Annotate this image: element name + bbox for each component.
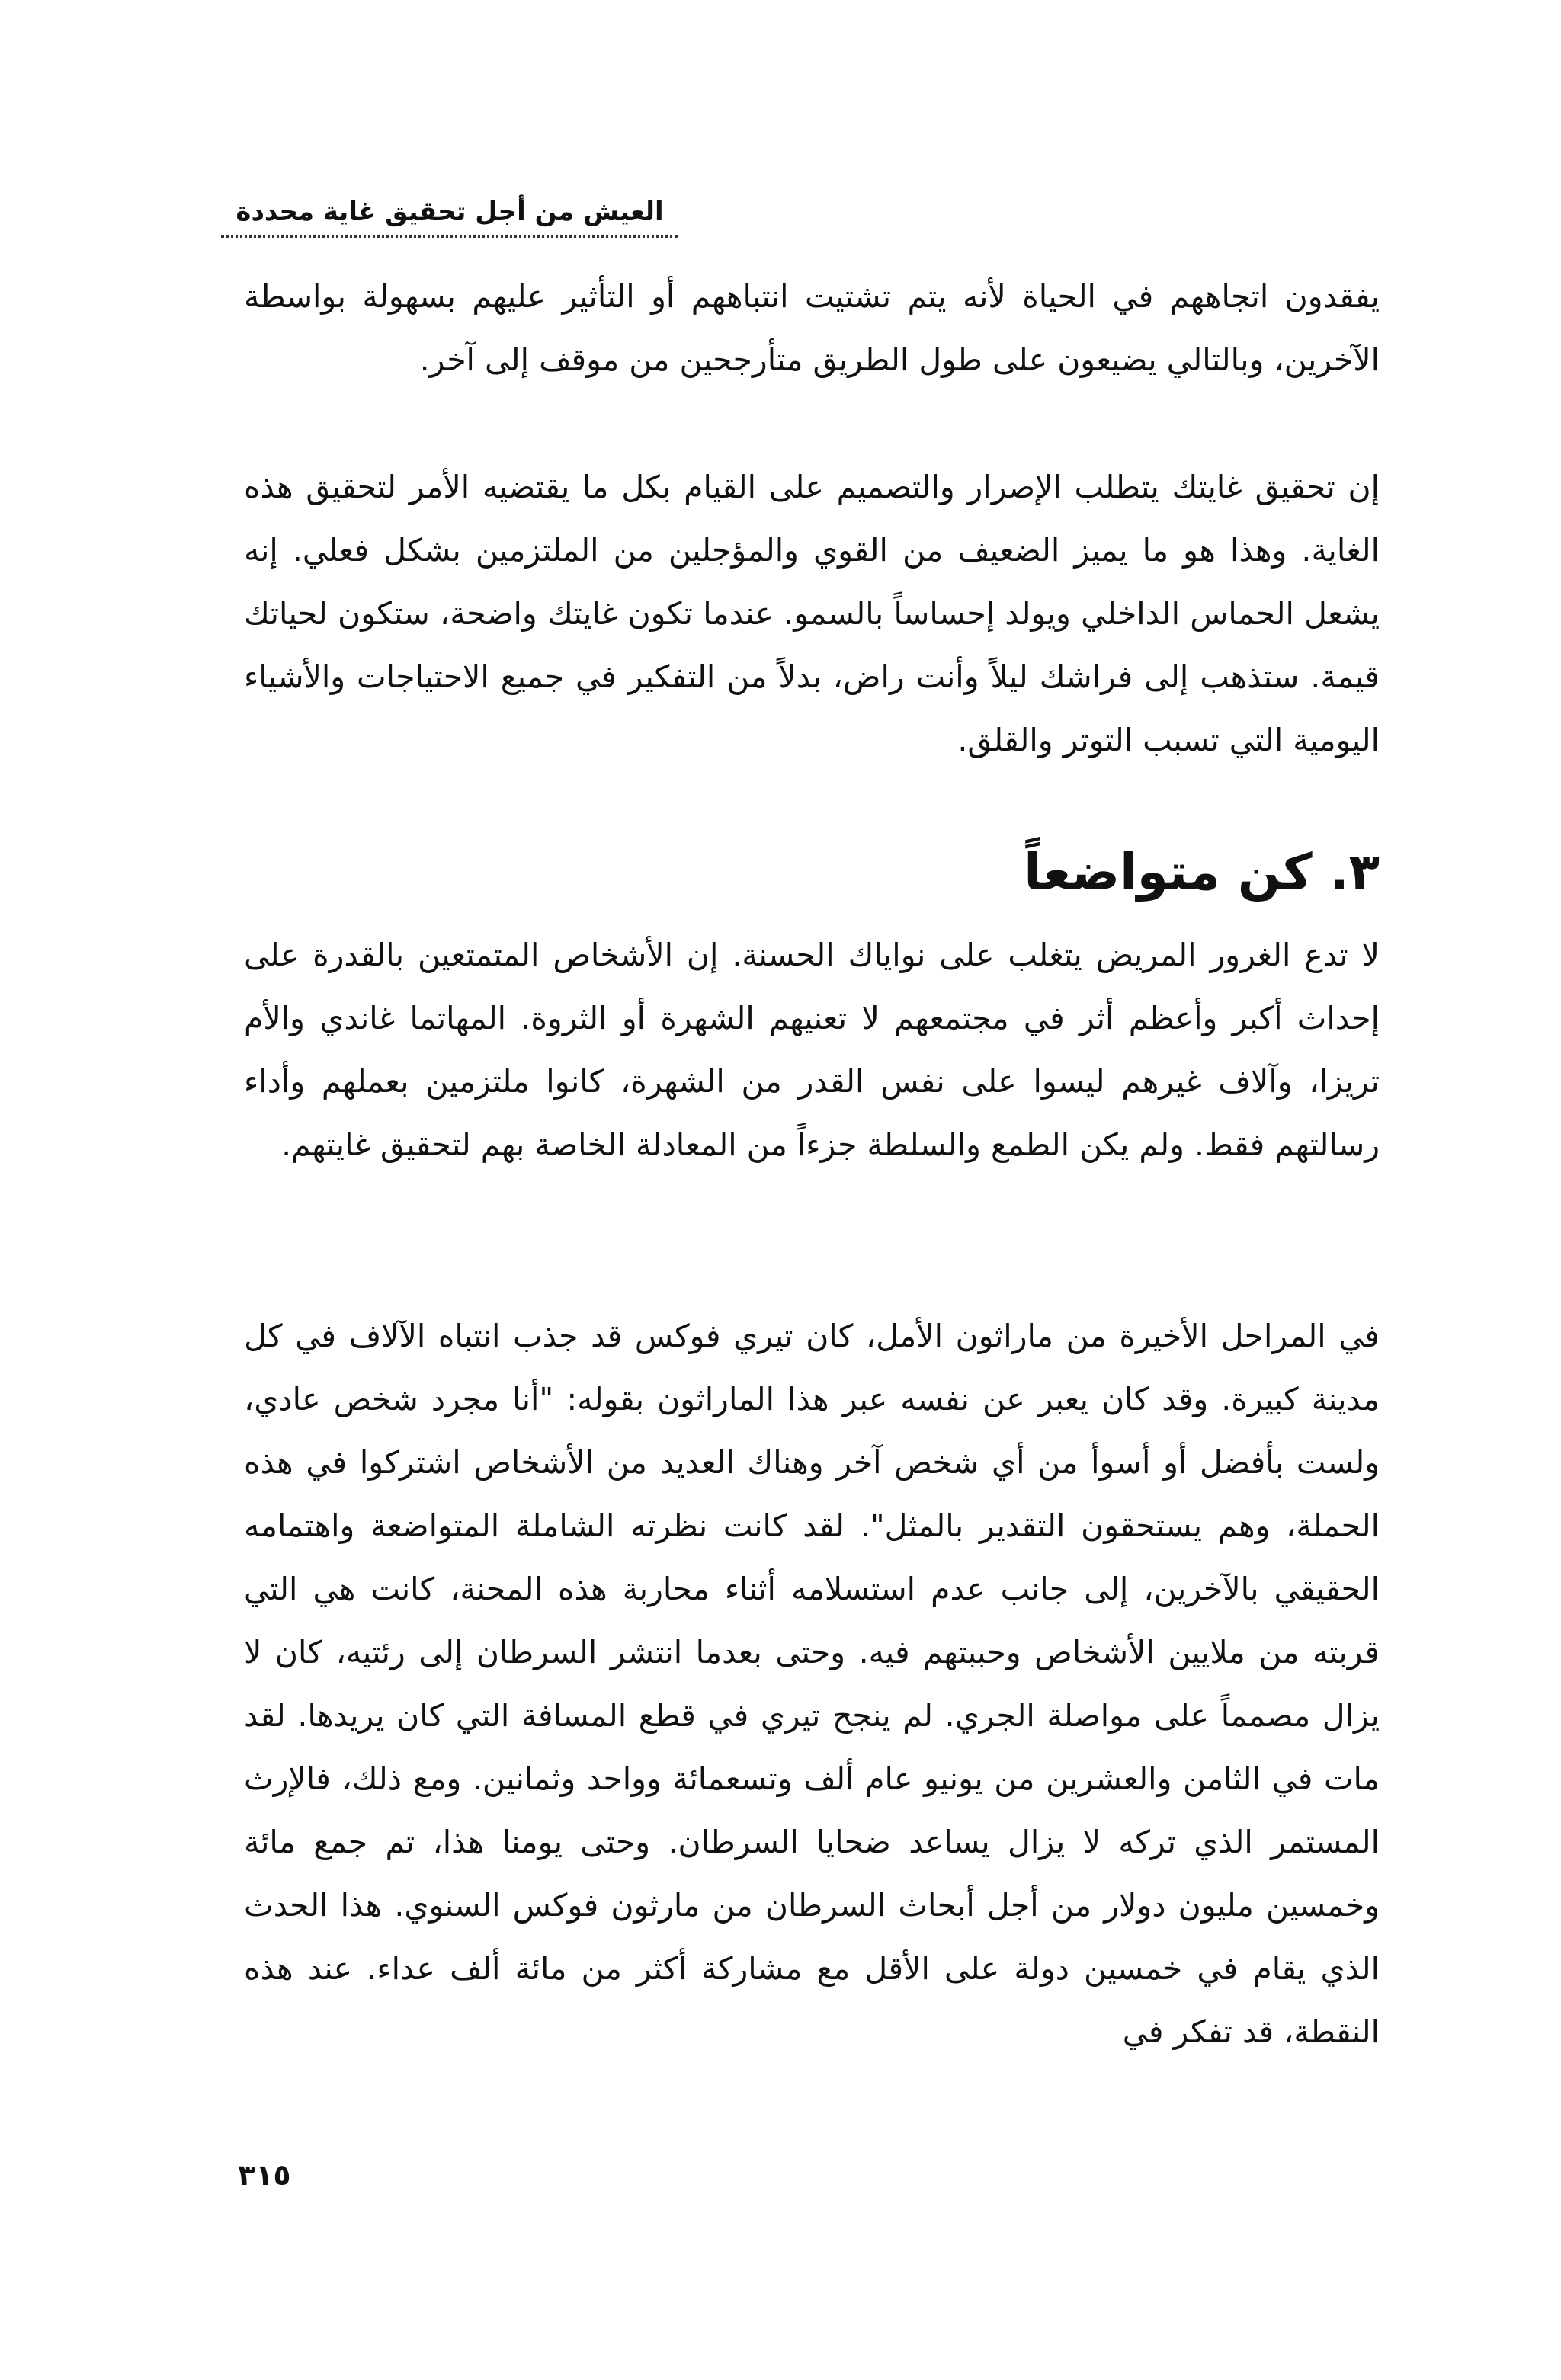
paragraph: في المراحل الأخيرة من ماراثون الأمل، كان تيري فوكس قد جذب انتباه الآلاف في كل مدينة كبيرة. وقد كان يعبر عن نفسه عبر هذا الماراثون بقوله: "أنا مجرد شخص عادي، ولست بأفضل أو أسوأ من أي شخص آخر وهناك العديد من الأشخاص اشتركوا في هذه الحملة، وهم يستحقون التقدير بالمثل". لقد كانت نظرته الشاملة المتواضعة واهتمامه الحقيقي بالآخرين، إلى جانب عدم استسلامه أثناء محاربة هذه المحنة، كانت هي التي قربته من ملايين الأشخاص وحببتهم فيه. وحتى بعدما انتشر السرطان إلى رئتيه، كان لا يزال مصمماً على مواصلة الجري. لم ينجح تيري في قطع المسافة التي كان يريدها. لقد مات في الثامن والعشرين من يونيو عام ألف وتسعمائة وواحد وثمانين. ومع ذلك، فالإرث المستمر الذي تركه لا يزال يساعد ضحايا السرطان. وحتى يومنا هذا، تم جمع مائة وخمسين مليون دولار من أجل أبحاث السرطان من مارثون فوكس السنوي. هذا الحدث الذي يقام في خمسين دولة على الأقل مع مشاركة أكثر من مائة ألف عداء. عند هذه النقطة، قد تفكر في <box>244 1318 1380 2050</box>
section-heading: ٣. كن متواضعاً <box>1024 843 1380 902</box>
paragraph: يفقدون اتجاههم في الحياة لأنه يتم تشتيت انتباههم أو التأثير عليهم بسهولة بواسطة الآخرين، وبالتالي يضيعون على طول الطريق متأرجحين من موقف إلى آخر. <box>244 278 1380 378</box>
running-header: العيش من أجل تحقيق غاية محددة <box>221 197 678 238</box>
page-number: ٣١٥ <box>238 2158 291 2192</box>
paragraph: لا تدع الغرور المريض يتغلب على نواياك الحسنة. إن الأشخاص المتمتعين بالقدرة على إحداث أكبر وأعظم أثر في مجتمعهم لا تعنيهم الشهرة أو الثروة. المهاتما غاندي والأم تريزا، وآلاف غيرهم ليسوا على نفس القدر من الشهرة، كانوا ملتزمين بعملهم وأداء رسالتهم فقط. ولم يكن الطمع والسلطة جزءاً من المعادلة الخاصة بهم لتحقيق غايتهم. <box>244 937 1380 1163</box>
paragraph: إن تحقيق غايتك يتطلب الإصرار والتصميم على القيام بكل ما يقتضيه الأمر لتحقيق هذه الغاية. وهذا هو ما يميز الضعيف من القوي والمؤجلين من الملتزمين بشكل فعلي. إنه يشعل الحماس الداخلي ويولد إحساساً بالسمو. عندما تكون غايتك واضحة، ستكون لحياتك قيمة. ستذهب إلى فراشك ليلاً وأنت راض، بدلاً من التفكير في جميع الاحتياجات والأشياء اليومية التي تسبب التوتر والقلق. <box>244 469 1380 758</box>
